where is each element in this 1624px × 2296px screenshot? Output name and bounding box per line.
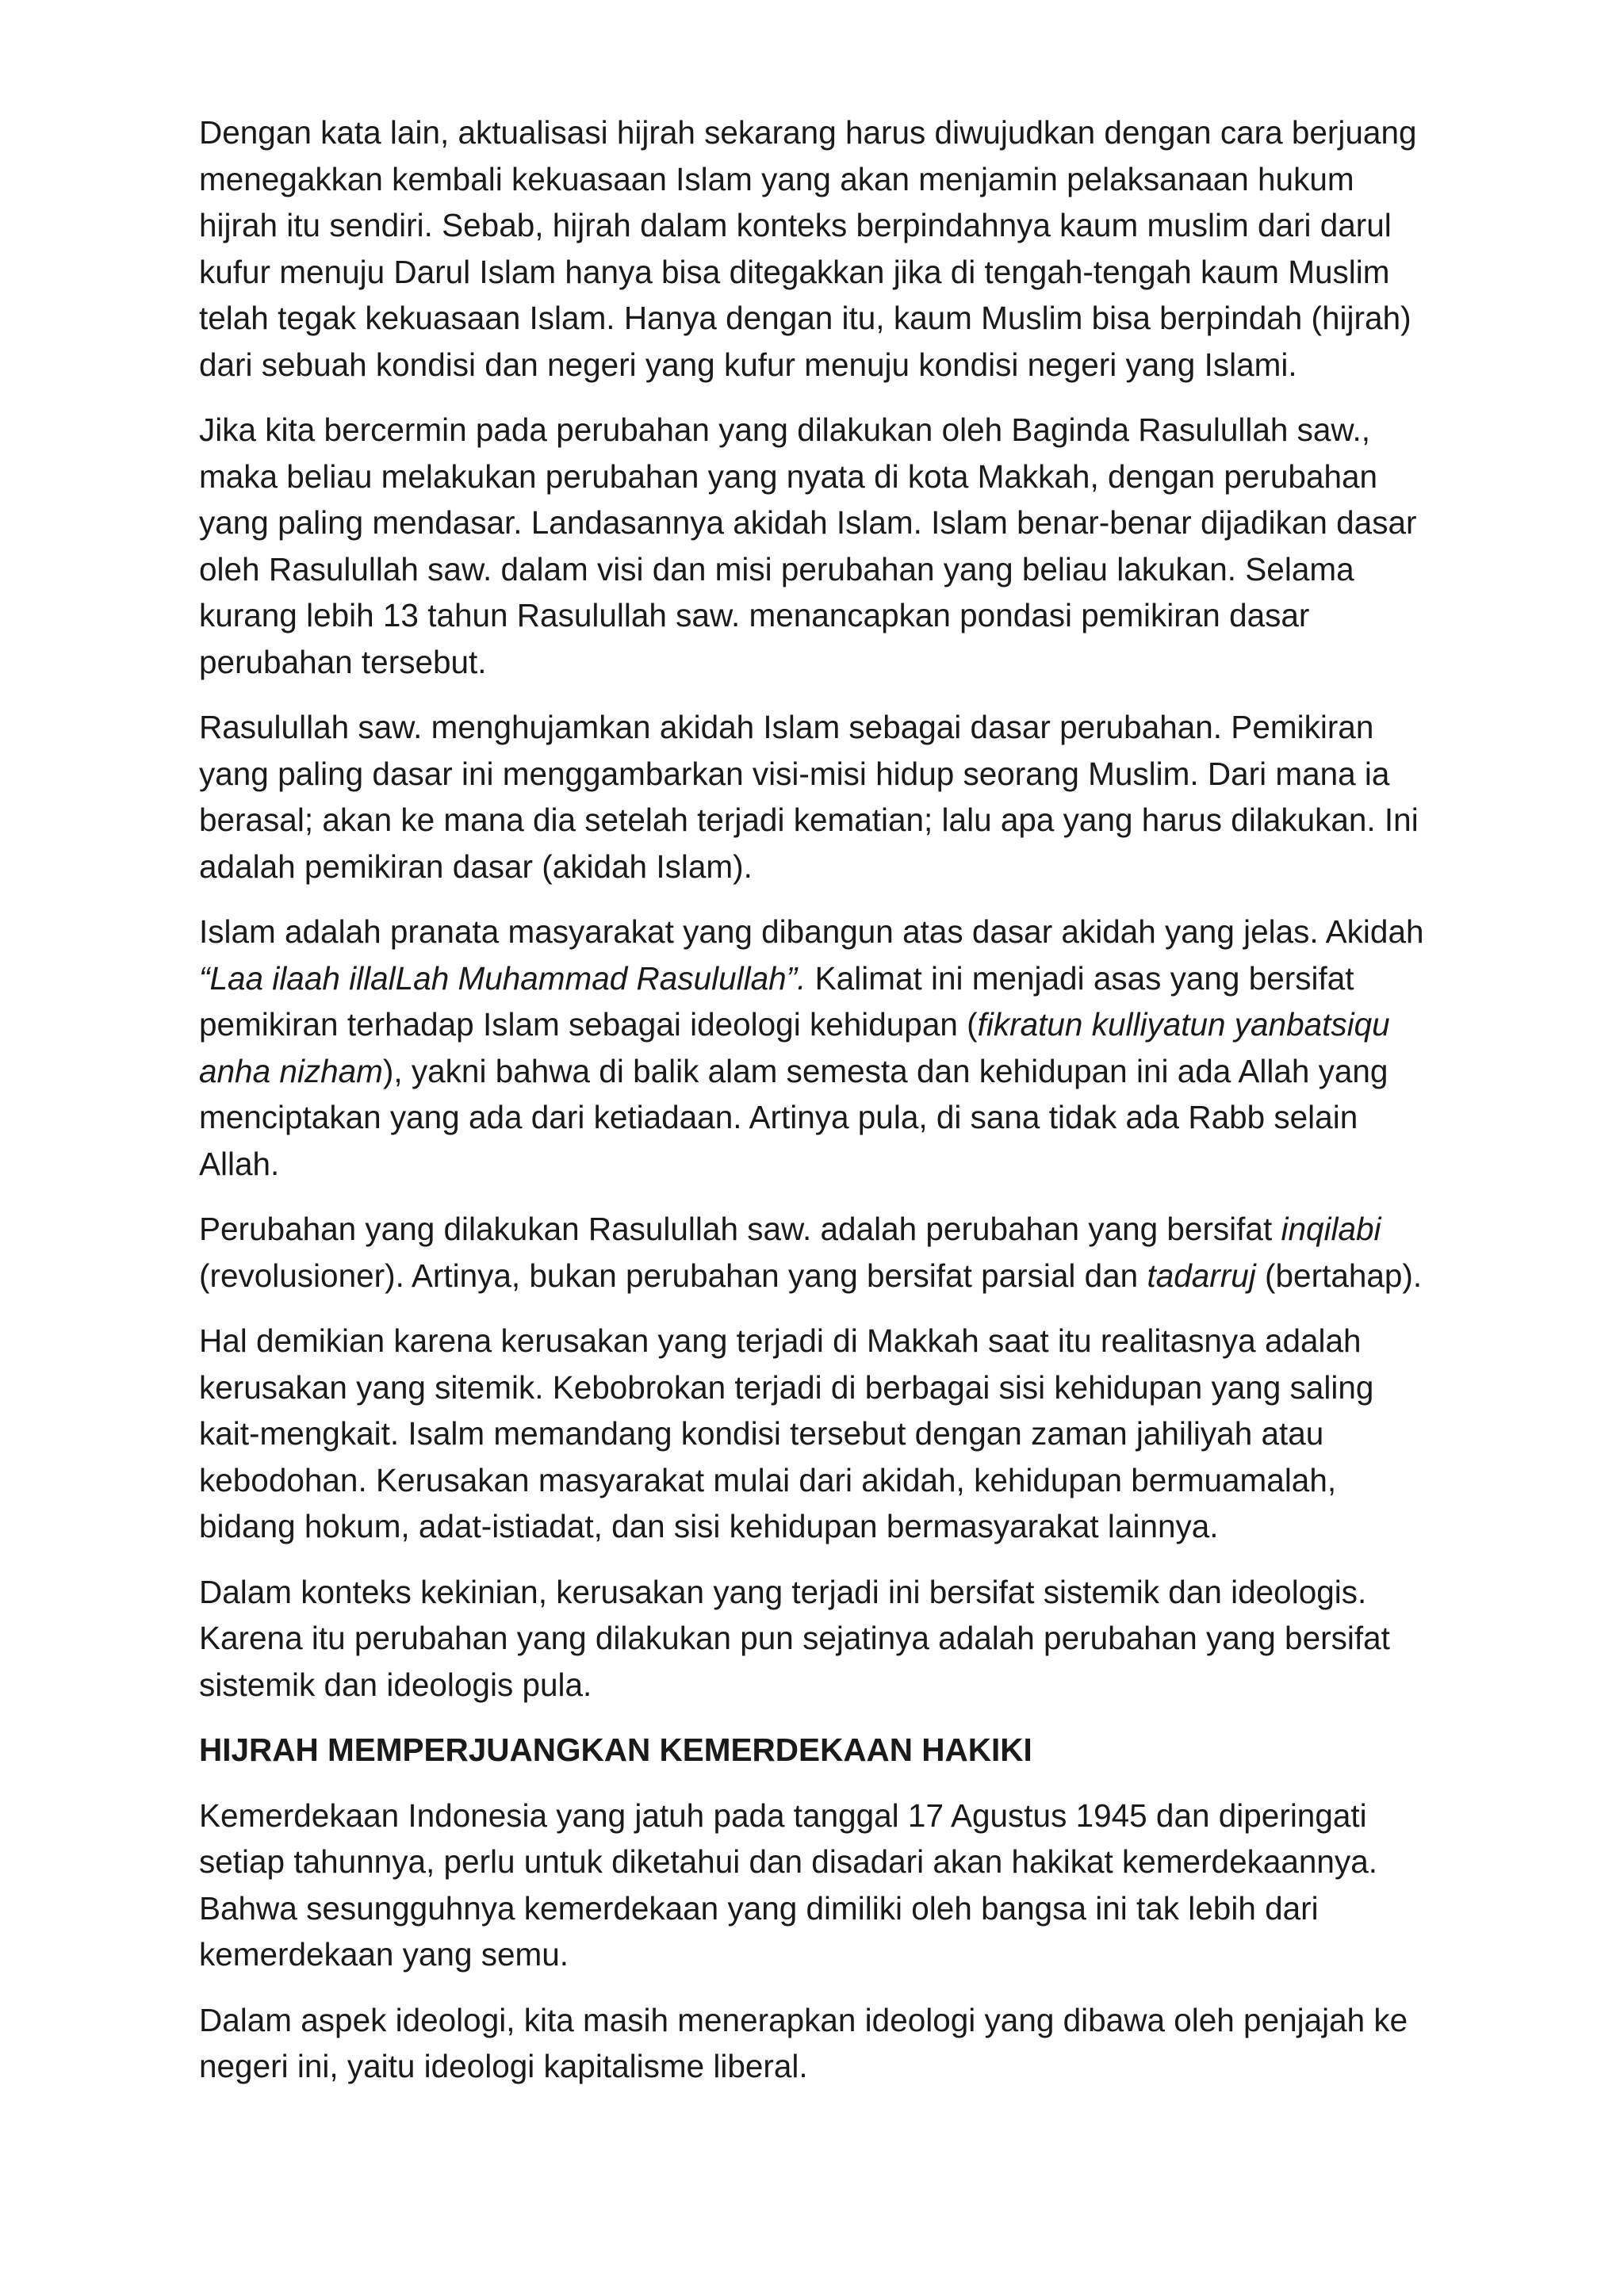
paragraph-kerusakan-makkah: Hal demikian karena kerusakan yang terjadi di Makkah saat itu realitasnya adalah kerusakan yang sitemik. Kebobrokan terjadi di berbagai sisi kehidupan yang saling kait-mengkait. Isalm memandang kondisi tersebut dengan zaman jahiliyah atau kebodohan. Kerusakan masyarakat mulai dari akidah, kehidupan bermuamalah, bidang hokum, adat-istiadat, dan sisi kehidupan bermasyarakat lainnya. bbox=[199, 1322, 1374, 1544]
paragraph-akidah-dasar: Rasulullah saw. menghujamkan akidah Islam sebagai dasar perubahan. Pemikiran yang paling dasar ini menggambarkan visi-misi hidup seorang Muslim. Dari mana ia berasal; akan ke mana dia setelah terjadi kematian; lalu apa yang harus dilakukan. Ini adalah pemikiran dasar (akidah Islam). bbox=[199, 709, 1419, 885]
text-segment: Perubahan yang dilakukan Rasulullah saw. adalah perubahan yang bersifat bbox=[199, 1211, 1281, 1247]
italic-phrase: fikratun kulliyatun yanbatsiqu anha nizham bbox=[199, 1006, 1390, 1089]
paragraph-kemerdekaan-indonesia: Kemerdekaan Indonesia yang jatuh pada tanggal 17 Agustus 1945 dan diperingati setiap tahunnya, perlu untuk diketahui dan disadari akan hakikat kemerdekaannya. Bahwa sesungguhnya kemerdekaan yang dimiliki oleh bangsa ini tak lebih dari kemerdekaan yang semu. bbox=[199, 1797, 1377, 1973]
paragraph-perubahan-inqilabi bbox=[199, 1206, 1436, 1299]
text-segment: Islam adalah pranata masyarakat yang dibangun atas dasar akidah yang jelas. Akidah bbox=[199, 913, 1424, 950]
paragraph-aspek-ideologi: Dalam aspek ideologi, kita masih menerapkan ideologi yang dibawa oleh penjajah ke negeri ini, yaitu ideologi kapitalisme liberal. bbox=[199, 2001, 1408, 2084]
text-segment: Kalimat ini menjadi asas yang bersifat pemikiran terhadap Islam sebagai ideologi kehidupan ( bbox=[199, 959, 1354, 1043]
paragraph-perubahan-rasulullah: Jika kita bercermin pada perubahan yang dilakukan oleh Baginda Rasulullah saw., maka beliau melakukan perubahan yang nyata di kota Makkah, dengan perubahan yang paling mendasar. Landasannya akidah Islam. Islam benar-benar dijadikan dasar oleh Rasulullah saw. dalam visi dan misi perubahan yang beliau lakukan. Selama kurang lebih 13 tahun Rasulullah saw. menancapkan pondasi pemikiran dasar perubahan tersebut. bbox=[199, 411, 1417, 680]
text-segment: ), yakni bahwa di balik alam semesta dan kehidupan ini ada Allah yang menciptakan yang ada dari ketiadaan. Artinya pula, di sana tidak ada Rabb selain Allah. bbox=[199, 1052, 1388, 1182]
text-segment: (revolusioner). Artinya, bukan perubahan yang bersifat parsial dan bbox=[199, 1257, 1147, 1294]
paragraph-konteks-kekinian: Dalam konteks kekinian, kerusakan yang terjadi ini bersifat sistemik dan ideologis. Karena itu perubahan yang dilakukan pun sejatinya adalah perubahan yang bersifat sistemik dan ideologis pula. bbox=[199, 1573, 1390, 1703]
document-page bbox=[199, 109, 1436, 2109]
italic-term: tadarruj bbox=[1147, 1257, 1256, 1294]
paragraph-pranata-masyarakat bbox=[199, 909, 1436, 1187]
italic-term: inqilabi bbox=[1281, 1211, 1381, 1247]
section-heading: HIJRAH MEMPERJUANGKAN KEMERDEKAAN HAKIKI bbox=[199, 1732, 1032, 1768]
italic-phrase: “Laa ilaah illalLah Muhammad Rasulullah”. bbox=[199, 959, 806, 997]
text-segment: (bertahap). bbox=[1255, 1257, 1423, 1294]
paragraph-hijrah-aktualisasi: Dengan kata lain, aktualisasi hijrah sekarang harus diwujudkan dengan cara berjuang menegakkan kembali kekuasaan Islam yang akan menjamin pelaksanaan hukum hijrah itu sendiri. Sebab, hijrah dalam konteks berpindahnya kaum muslim dari darul kufur menuju Darul Islam hanya bisa ditegakkan jika di tengah-tengah kaum Muslim telah tegak kekuasaan Islam. Hanya dengan itu, kaum Muslim bisa berpindah (hijrah) dari sebuah kondisi dan negeri yang kufur menuju kondisi negeri yang Islami. bbox=[199, 114, 1417, 383]
